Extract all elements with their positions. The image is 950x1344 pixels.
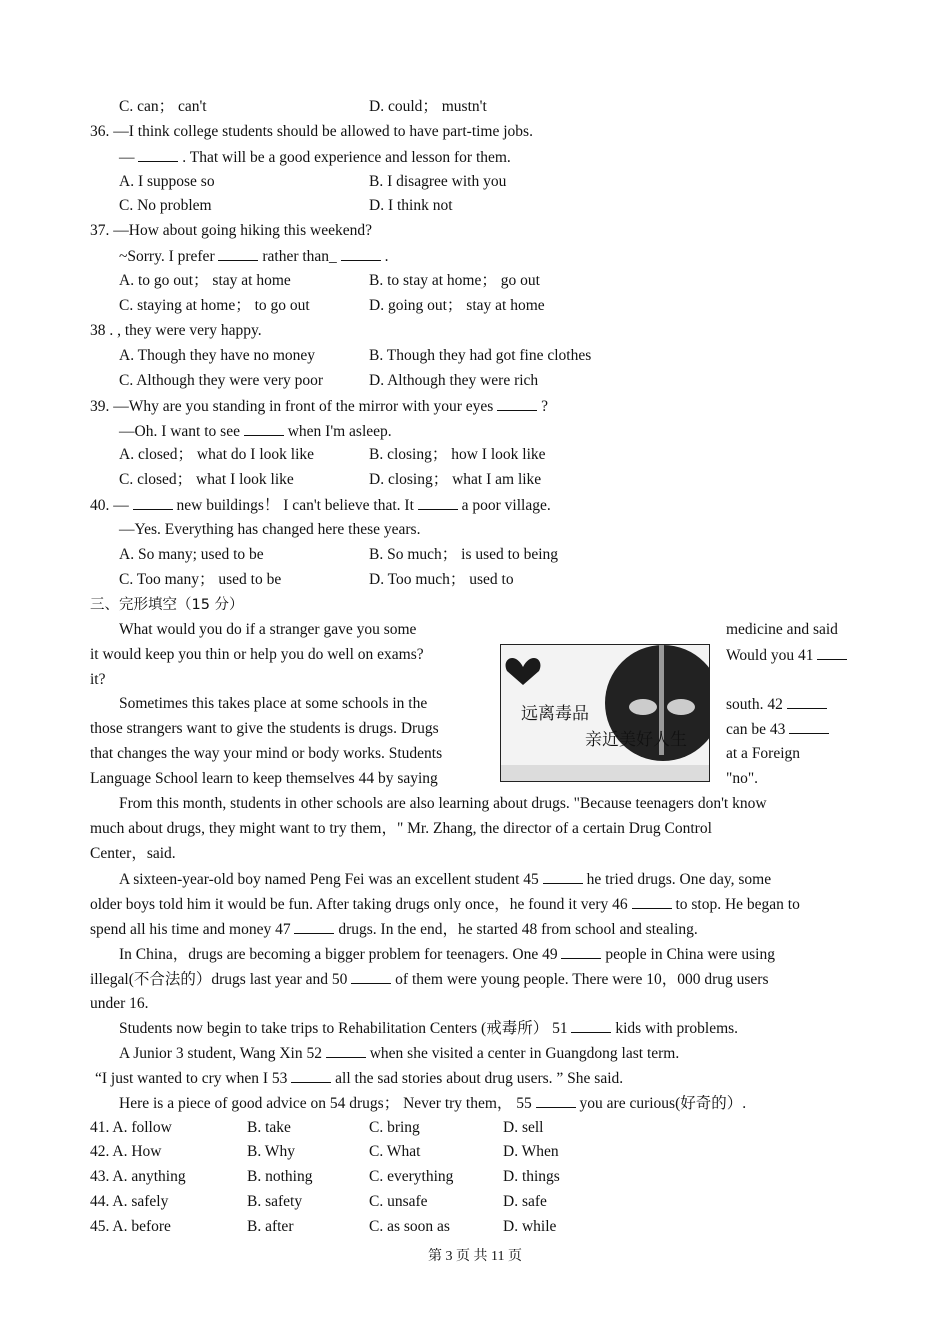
q36-reply-pre: —	[119, 149, 135, 166]
anti-drug-poster	[500, 644, 710, 782]
passage-line	[726, 719, 829, 740]
q44-option-d: D. safe	[503, 1193, 547, 1210]
q40-stem-post: a poor village.	[461, 497, 551, 514]
q43-option-b: B. nothing	[247, 1168, 313, 1185]
q38-option-d: D. Although they were rich	[369, 372, 539, 389]
q37-reply-pre: ~Sorry. I prefer	[119, 248, 215, 265]
q39-stem-post: ?	[541, 398, 548, 415]
q39-option-d: D. closing； what I am like	[369, 471, 542, 488]
q41-option-c: C. bring	[369, 1119, 420, 1136]
passage-text: In China，drugs are becoming a bigger problem for teenagers. One 49	[119, 946, 558, 963]
q45-option-c: C. as soon as	[369, 1218, 450, 1235]
passage-text: to stop. He began to	[675, 896, 800, 913]
q36-reply-post: . That will be a good experience and lesson for them.	[182, 149, 511, 166]
blank	[561, 944, 601, 959]
q37-reply-mid: rather than_	[262, 248, 337, 265]
q39-reply-pre: —Oh. I want to see	[119, 423, 240, 440]
passage-line: it?	[90, 671, 106, 688]
q38-option-a: A. Though they have no money	[119, 347, 316, 364]
passage-line	[119, 1018, 738, 1039]
q39-reply	[119, 421, 392, 442]
blank	[543, 869, 583, 884]
passage-text: when she visited a center in Guangdong last term.	[369, 1045, 680, 1062]
passage-text: spend all his time and money 47	[90, 921, 291, 938]
blank	[787, 694, 827, 709]
q43-option-c: C. everything	[369, 1168, 454, 1185]
passage-text: people in China were using	[605, 946, 775, 963]
passage-text: south. 42	[726, 696, 783, 713]
passage-line: Sometimes this takes place at some schools in the	[119, 695, 428, 712]
q39-stem-pre: 39. —Why are you standing in front of the mirror with your eyes	[90, 398, 494, 415]
q36-option-a: A. I suppose so	[119, 173, 215, 190]
q43-option-a: 43. A. anything	[90, 1168, 186, 1185]
q36-stem: 36. —I think college students should be allowed to have part-time jobs.	[90, 123, 533, 140]
blank	[497, 396, 537, 411]
passage-line	[119, 869, 771, 890]
poster-slogan-1: 远离毒品	[521, 704, 589, 724]
passage-line	[119, 944, 775, 965]
passage-text: he tried drugs. One day, some	[586, 871, 772, 888]
passage-text: Students now begin to take trips to Rehabilitation Centers (戒毒所） 51	[119, 1020, 568, 1037]
q45-option-d: D. while	[503, 1218, 557, 1235]
q45-option-a: 45. A. before	[90, 1218, 171, 1235]
passage-line	[726, 694, 827, 715]
blank	[326, 1043, 366, 1058]
blank	[817, 645, 847, 660]
q38-option-b: B. Though they had got fine clothes	[369, 347, 592, 364]
passage-text: all the sad stories about drug users. ” She said.	[335, 1070, 624, 1087]
q43-option-d: D. things	[503, 1168, 560, 1185]
q45-option-b: B. after	[247, 1218, 294, 1235]
q44-option-a: 44. A. safely	[90, 1193, 169, 1210]
q42-option-c: C. What	[369, 1143, 421, 1160]
q37-option-a: A. to go out； stay at home	[119, 272, 291, 289]
passage-text: Here is a piece of good advice on 54 drugs； Never try them， 55	[119, 1095, 532, 1112]
passage-text: kids with problems.	[615, 1020, 739, 1037]
blank	[218, 246, 258, 261]
passage-text: can be 43	[726, 721, 786, 738]
passage-line	[119, 1093, 746, 1114]
passage-line: much about drugs, they might want to try them，" Mr. Zhang, the director of a certain Drug Control	[90, 820, 712, 837]
passage-text: of them were young people. There were 10，000 drug users	[395, 971, 769, 988]
q37-reply	[119, 246, 388, 267]
q39-option-a: A. closed； what do I look like	[119, 446, 315, 463]
q39-stem	[90, 396, 548, 417]
q42-option-b: B. Why	[247, 1143, 295, 1160]
passage-line: under 16.	[90, 995, 149, 1012]
q39-reply-post: when I'm asleep.	[287, 423, 392, 440]
passage-line	[726, 645, 847, 666]
passage-line	[90, 919, 698, 940]
passage-text: A sixteen-year-old boy named Peng Fei was an excellent student 45	[119, 871, 539, 888]
blank	[133, 495, 173, 510]
q40-stem	[90, 495, 551, 516]
q35-option-d: D. could； mustn't	[369, 98, 487, 115]
passage-text: drugs. In the end，he started 48 from school and stealing.	[338, 921, 698, 938]
blank	[789, 719, 829, 734]
heart-icon	[506, 658, 541, 685]
passage-text: illegal(不合法的）drugs last year and 50	[90, 971, 348, 988]
q36-reply	[119, 147, 511, 168]
q39-option-b: B. closing； how I look like	[369, 446, 546, 463]
passage-text: older boys told him it would be fun. After taking drugs only once，he found it very 46	[90, 896, 628, 913]
blank	[351, 969, 391, 984]
q37-option-b: B. to stay at home； go out	[369, 272, 540, 289]
passage-line: it would keep you thin or help you do well on exams?	[90, 646, 424, 663]
blank	[632, 894, 672, 909]
page-footer: 第 3 页 共 11 页	[428, 1249, 522, 1264]
q38-stem: 38 . , they were very happy.	[90, 322, 262, 339]
passage-line: that changes the way your mind or body works. Students	[90, 745, 443, 762]
passage-line: Language School learn to keep themselves 44 by saying	[90, 770, 438, 787]
q41-option-a: 41. A. follow	[90, 1119, 172, 1136]
blank	[341, 246, 381, 261]
passage-line: at a Foreign	[726, 745, 801, 762]
passage-text: Would you 41	[726, 647, 814, 664]
passage-line: those strangers want to give the students is drugs. Drugs	[90, 720, 439, 737]
q40-option-b: B. So much； is used to being	[369, 546, 559, 563]
passage-line	[90, 969, 769, 990]
q41-option-b: B. take	[247, 1119, 291, 1136]
q38-option-c: C. Although they were very poor	[119, 372, 324, 389]
section-heading: 三、完形填空（15 分）	[90, 597, 244, 613]
blank	[291, 1068, 331, 1083]
q40-stem-pre: 40. —	[90, 497, 129, 514]
blank	[571, 1018, 611, 1033]
blank	[536, 1093, 576, 1108]
q39-option-c: C. closed； what I look like	[119, 471, 294, 488]
passage-text: you are curious(好奇的）.	[579, 1095, 747, 1112]
passage-line: medicine and said	[726, 621, 838, 638]
passage-text: A Junior 3 student, Wang Xin 52	[119, 1045, 322, 1062]
blank	[244, 421, 284, 436]
passage-line	[119, 1043, 679, 1064]
q37-option-d: D. going out； stay at home	[369, 297, 545, 314]
passage-line: Center，said.	[90, 845, 176, 862]
q44-option-c: C. unsafe	[369, 1193, 428, 1210]
poster-slogan-2: 亲近美好人生	[585, 730, 687, 750]
q44-option-b: B. safety	[247, 1193, 303, 1210]
q42-option-d: D. When	[503, 1143, 559, 1160]
q36-option-d: D. I think not	[369, 197, 453, 214]
passage-line: "no".	[726, 770, 759, 787]
q40-option-d: D. Too much； used to	[369, 571, 514, 588]
q37-reply-post: .	[384, 248, 389, 265]
q40-stem-mid: new buildings！ I can't believe that. It	[176, 497, 414, 514]
passage-line: What would you do if a stranger gave you some	[119, 621, 417, 638]
q41-option-d: D. sell	[503, 1119, 544, 1136]
passage-text: “I just wanted to cry when I 53	[95, 1070, 288, 1087]
q37-option-c: C. staying at home； to go out	[119, 297, 310, 314]
q40-option-a: A. So many; used to be	[119, 546, 264, 563]
passage-line	[95, 1068, 623, 1089]
blank	[138, 147, 178, 162]
blank	[294, 919, 334, 934]
q40-option-c: C. Too many； used to be	[119, 571, 282, 588]
q42-option-a: 42. A. How	[90, 1143, 162, 1160]
q36-option-b: B. I disagree with you	[369, 173, 507, 190]
passage-line: From this month, students in other schools are also learning about drugs. "Because teenagers don't know	[119, 795, 767, 812]
blank	[418, 495, 458, 510]
q36-option-c: C. No problem	[119, 197, 212, 214]
passage-line	[90, 894, 800, 915]
q37-stem: 37. —How about going hiking this weekend?	[90, 222, 372, 239]
q40-reply: —Yes. Everything has changed here these years.	[119, 521, 421, 538]
q35-option-c: C. can； can't	[119, 98, 207, 115]
